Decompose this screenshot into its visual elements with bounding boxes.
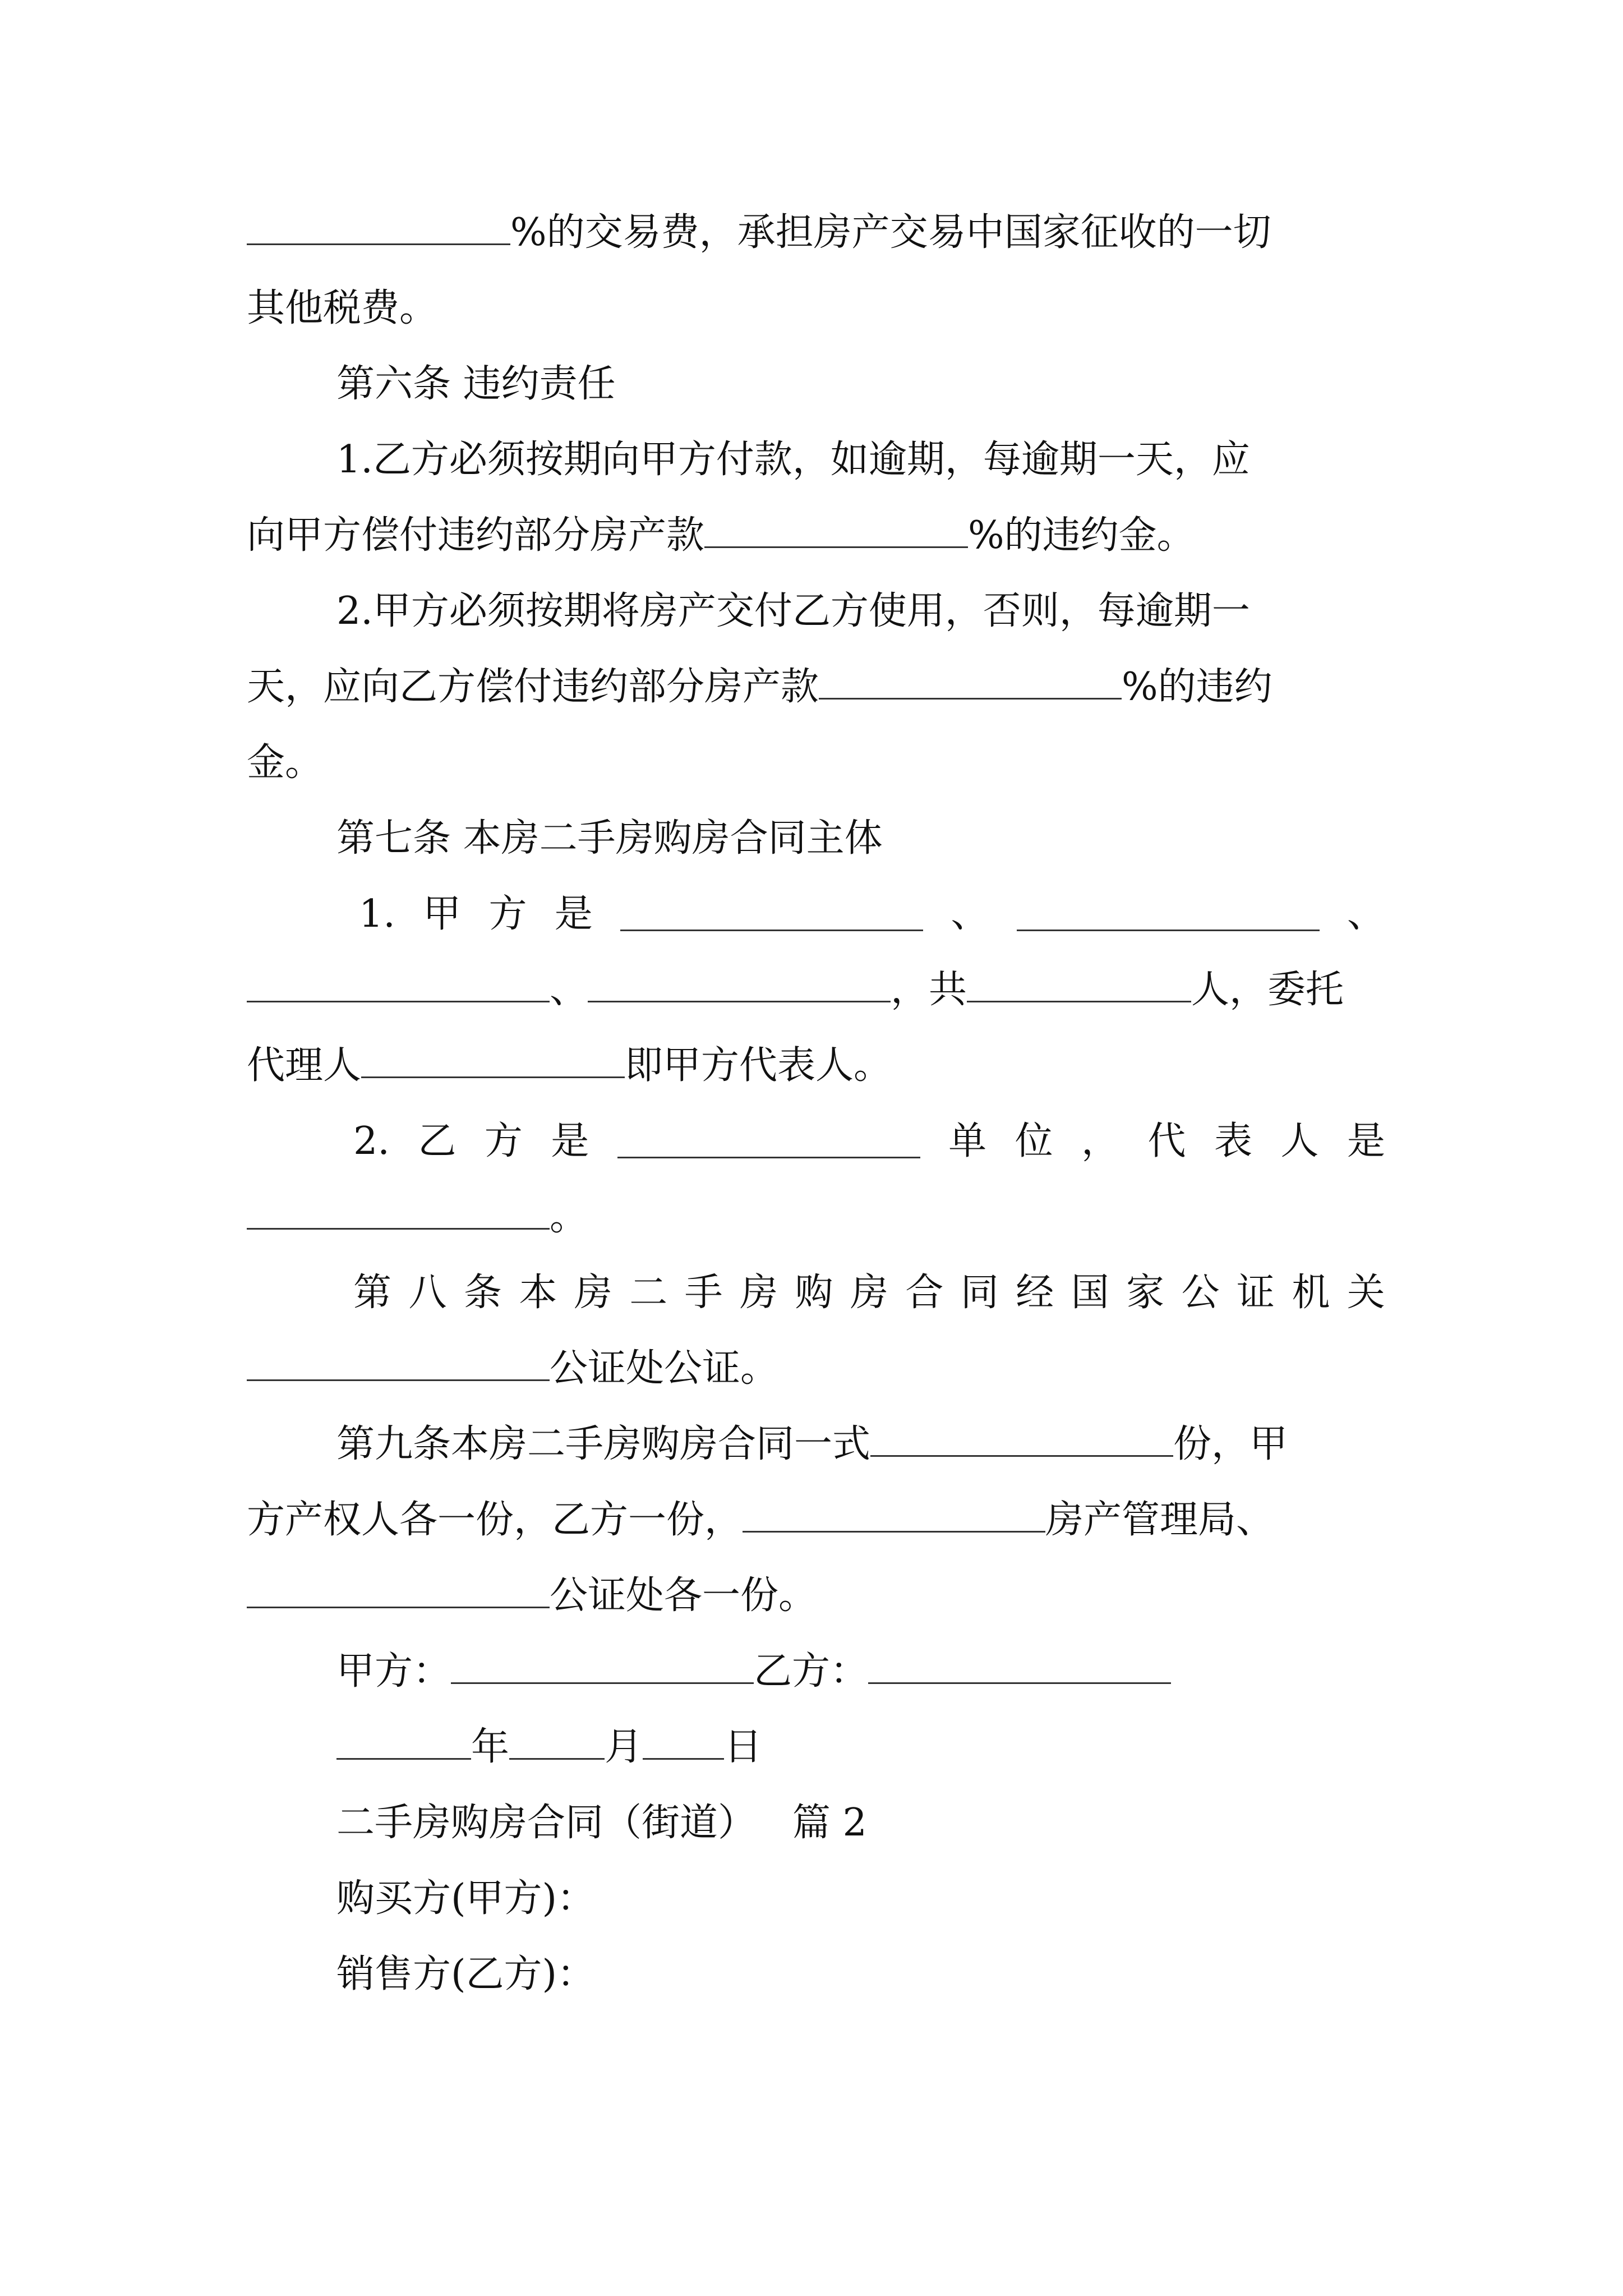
section-heading-2: [336, 1795, 1385, 1851]
signature-blank-yi: [868, 1651, 1171, 1684]
text-segment: 第六条 违约责任: [336, 362, 616, 406]
text-char: 单: [948, 1119, 987, 1163]
blank-field: [1017, 898, 1320, 931]
text-segment: 1.乙方必须按期向甲方付款，如逾期，每逾期一天，应: [336, 438, 1250, 482]
signature-line: [336, 1644, 1385, 1700]
text-char: 是: [551, 1119, 589, 1163]
text-char: 证: [1237, 1271, 1275, 1315]
blank-field: [247, 969, 550, 1002]
text-segment: 第九条本房二手房购房合同一式: [336, 1422, 871, 1466]
article-9-line-3: [247, 1568, 1385, 1624]
text-char: 房: [850, 1271, 888, 1315]
article-7-item-1-line-2: [247, 962, 1385, 1018]
text-segment: %的违约: [1122, 665, 1272, 709]
text-char: 位: [1015, 1119, 1053, 1163]
article-8-line-2: [247, 1341, 1385, 1397]
seller-line: [336, 1947, 1385, 2003]
text-char: 合: [905, 1271, 944, 1315]
text-char: 表: [1214, 1119, 1252, 1163]
article-6-item-1-line-1: [336, 432, 1385, 488]
date-blank-day: [643, 1727, 724, 1760]
text-char: 、: [1347, 892, 1385, 936]
text-char: 购: [795, 1271, 833, 1315]
blank-field: [743, 1499, 1045, 1533]
text-char: 国: [1071, 1271, 1109, 1315]
text-segment: 月: [605, 1725, 643, 1769]
text-segment: 年: [471, 1725, 510, 1769]
article-7-item-1-line-3: [247, 1038, 1385, 1094]
text-segment: 购买方(甲方)：: [336, 1876, 596, 1921]
text-segment: 二手房购房合同（街道） 篇 2: [336, 1801, 867, 1845]
text-char: 1.: [359, 892, 395, 936]
article-7-item-1-line-1: [359, 886, 1385, 942]
blank-field: [247, 212, 510, 245]
date-blank-year: [336, 1727, 471, 1760]
article-6-item-2-line-2: [247, 659, 1385, 715]
article-6-item-2-line-3: [247, 735, 1385, 791]
text-segment: %的违约金。: [968, 513, 1195, 558]
text-segment: 乙方：: [754, 1649, 869, 1694]
text-segment: 其他税费。: [247, 286, 438, 330]
text-char: 是: [1347, 1119, 1385, 1163]
article-6-title: [336, 356, 1385, 412]
text-segment: 方产权人各一份，乙方一份，: [247, 1498, 743, 1542]
text-segment: 代理人: [247, 1043, 362, 1088]
blank-field: [704, 515, 968, 548]
text-char: 第: [353, 1271, 392, 1315]
buyer-line: [336, 1871, 1385, 1927]
text-char: 经: [1016, 1271, 1054, 1315]
blank-field: [967, 969, 1191, 1002]
text-segment: 日: [724, 1725, 763, 1769]
text-char: 乙: [418, 1119, 457, 1163]
signature-blank-jia: [451, 1651, 754, 1684]
text-segment: 房产管理局、: [1045, 1498, 1275, 1542]
text-char: 家: [1126, 1271, 1165, 1315]
text-char: 同: [960, 1271, 999, 1315]
article-7-title: [336, 811, 1385, 867]
blank-field: [247, 1348, 550, 1381]
text-segment: 公证处各一份。: [550, 1573, 817, 1618]
text-char: 公: [1181, 1271, 1220, 1315]
text-segment: 销售方(乙方)：: [336, 1952, 596, 1996]
text-segment: 即甲方代表人。: [625, 1043, 892, 1088]
text-char: 房: [740, 1271, 778, 1315]
text-char: 人: [1280, 1119, 1319, 1163]
text-char: 机: [1292, 1271, 1330, 1315]
blank-field: [620, 898, 923, 931]
text-segment: 人，委托: [1191, 968, 1344, 1012]
text-line-taxes: [247, 280, 1385, 337]
text-char: 2.: [353, 1119, 390, 1163]
date-blank-month: [509, 1727, 605, 1760]
text-segment: 2.甲方必须按期将房产交付乙方使用，否则，每逾期一: [336, 589, 1250, 633]
text-segment: 、: [550, 968, 588, 1012]
text-char: 手: [684, 1271, 723, 1315]
date-line: [336, 1719, 1385, 1775]
text-char: 代: [1147, 1119, 1186, 1163]
article-7-item-2-line-1: [353, 1114, 1385, 1170]
text-segment: 第七条 本房二手房购房合同主体: [336, 816, 883, 861]
text-char: 方: [488, 892, 527, 936]
blank-field: [870, 1424, 1173, 1457]
text-char: 甲: [423, 892, 462, 936]
text-char: 关: [1347, 1271, 1385, 1315]
article-8-line-1: [353, 1265, 1385, 1321]
blank-field: [819, 666, 1122, 700]
article-6-item-1-line-2: [247, 508, 1385, 564]
article-9-line-1: [336, 1416, 1385, 1473]
text-segment: 金。: [247, 740, 324, 785]
text-segment: 甲方：: [336, 1649, 451, 1694]
blank-field: [588, 969, 891, 1002]
text-char: 本: [519, 1271, 557, 1315]
blank-field: [247, 1197, 550, 1230]
article-9-line-2: [247, 1492, 1385, 1548]
text-segment: 份，甲: [1173, 1422, 1288, 1466]
text-char: 、: [951, 892, 989, 936]
text-segment: 向甲方偿付违约部分房产款: [247, 513, 705, 558]
text-char: 条: [463, 1271, 502, 1315]
article-6-item-2-line-1: [336, 583, 1385, 639]
text-char: 二: [629, 1271, 668, 1315]
text-char: 是: [554, 892, 593, 936]
text-segment: %的交易费，承担房产交易中国家征收的一切: [510, 210, 1271, 255]
text-segment: 公证处公证。: [550, 1346, 779, 1391]
text-char: 方: [484, 1119, 523, 1163]
text-char: 八: [408, 1271, 447, 1315]
text-segment: 天，应向乙方偿付违约部分房产款: [247, 665, 819, 709]
article-7-item-2-line-2: [247, 1189, 1385, 1245]
blank-field: [247, 1575, 550, 1608]
text-line-fee: [247, 205, 1385, 261]
blank-field: [361, 1045, 625, 1078]
text-char: ，: [1081, 1119, 1120, 1163]
blank-field: [617, 1125, 920, 1158]
text-segment: ，共: [891, 968, 967, 1012]
text-char: 房: [574, 1271, 612, 1315]
text-segment: 。: [550, 1195, 588, 1239]
